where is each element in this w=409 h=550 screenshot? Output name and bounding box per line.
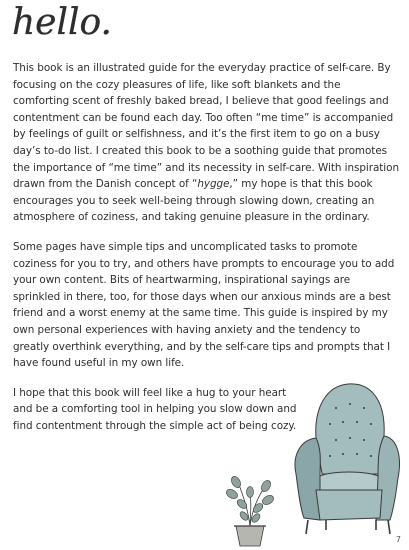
paragraph-pages: Some pages have simple tips and uncomplicated tasks to promote coziness for you to try, and others have prompts to encourage you to add your own content. Bits of heartwarming, inspirational sayings are sprinkled in there, too, for those days when our anxious minds are a best friend and a worst enemy at the same time. This guide is inspired by my own personal experiences with having anxiety and the tendency to greatly overthink everything, and by the self-care tips and prompts that I have found useful in my own life. — [13, 240, 395, 370]
paragraph-hope: I hope that this book will feel like a hug to your heart and be a comforting tool in helping you slow down and find contentment through the simple act of being cozy. — [13, 386, 297, 432]
page-title-text: hello. — [12, 2, 113, 43]
armchair-icon — [286, 378, 404, 538]
potted-plant-icon — [222, 470, 278, 548]
paragraph-intro-start: This book is an illustrated guide for the everyday practice of self-care. By focusing on the cozy pleasures of life, like soft blankets and the comforting scent of freshly baked bread, I believe that good feelings and contentment can be found each day. Too often “me time” is accompanied by feelings of guilt or selfishness, and it’s the first item to go on a busy day’s to-do list. I created this book to be a soothing guide that promotes the importance of “me time” and its necessity in self-care. With inspiration drawn from the Danish concept of “ — [13, 62, 399, 191]
paragraph-intro — [13, 60, 399, 226]
page-title — [10, 0, 170, 48]
page-number: 7 — [395, 535, 401, 544]
paragraph-intro-end: ,” my hope is that this book encourages you to seek well-being through slowing down, creating an atmosphere of coziness, and taking genuine pleasure in the ordinary. — [13, 178, 375, 224]
hygge-emphasis: hygge — [197, 178, 230, 191]
